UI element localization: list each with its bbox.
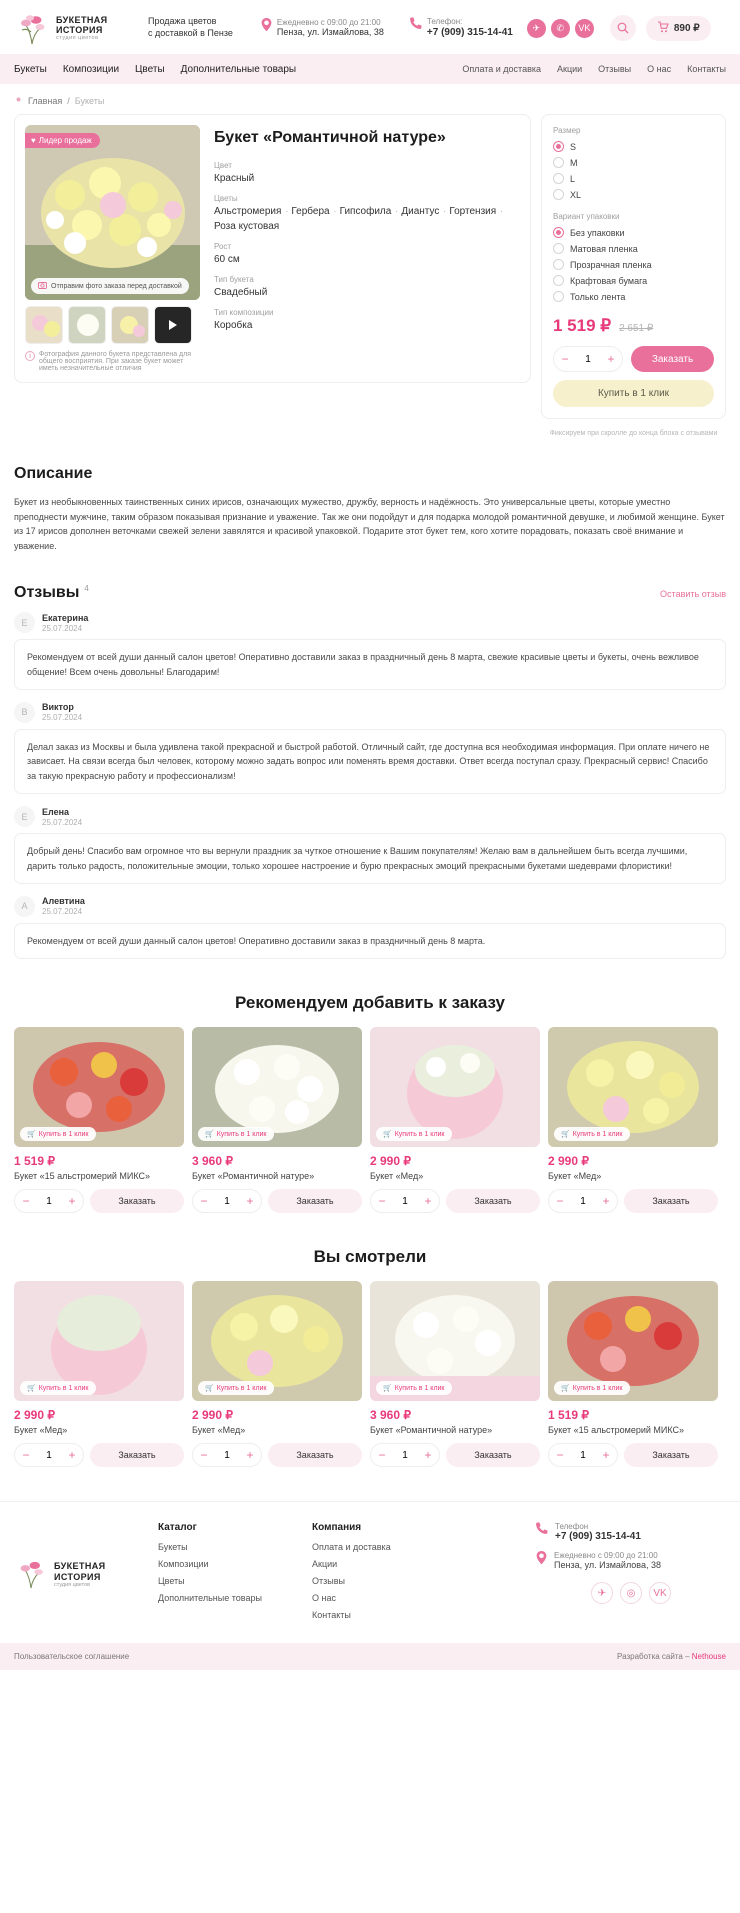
- product-card-item[interactable]: [370, 1281, 540, 1467]
- quantity-stepper[interactable]: [192, 1443, 262, 1467]
- quantity-input[interactable]: [215, 1450, 239, 1461]
- size-label: S: [570, 141, 577, 152]
- footer-link-otzivi[interactable]: Отзывы: [312, 1576, 345, 1587]
- one-click-label: Купить в 1 клик: [216, 1384, 267, 1392]
- flower-item[interactable]: Гипсофила ·: [340, 206, 392, 217]
- size-option-l[interactable]: [553, 173, 714, 184]
- cart-icon: 🛒: [205, 1131, 214, 1139]
- radio-icon: [553, 275, 564, 286]
- logo-title-line2: ИСТОРИЯ: [56, 25, 103, 35]
- one-click-label: Купить в 1 клик: [38, 1384, 89, 1392]
- cart-icon: 🛒: [561, 1131, 570, 1139]
- review-date: 25.07.2024: [42, 623, 83, 633]
- product-thumbnail[interactable]: [192, 1027, 362, 1147]
- card-price: 1 519 ₽: [548, 1408, 589, 1423]
- product-details: [214, 125, 520, 372]
- phone-value[interactable]: +7 (909) 315-14-41: [426, 27, 513, 38]
- nav-item-cveti[interactable]: Цветы: [135, 63, 165, 75]
- footer-phone-row[interactable]: [536, 1522, 726, 1542]
- footer-catalog-column: [158, 1522, 288, 1627]
- hours-label: Ежедневно с 09:00 до 21:00: [276, 17, 381, 27]
- cart-icon: 🛒: [27, 1385, 36, 1393]
- spec-color-value: Красный: [214, 173, 255, 184]
- card-title[interactable]: Букет «Мед»: [14, 1425, 68, 1436]
- review-date: 25.07.2024: [42, 817, 83, 827]
- product-thumbnail[interactable]: [192, 1281, 362, 1401]
- badge-label: Лидер продаж: [38, 136, 92, 145]
- spec-composition: [214, 308, 520, 331]
- gallery-thumbnails: [25, 306, 200, 344]
- viewed-grid: [0, 1281, 740, 1467]
- telegram-icon[interactable]: ✈: [527, 19, 546, 38]
- one-click-label: Купить в 1 клик: [216, 1130, 267, 1138]
- cart-icon: 🛒: [383, 1131, 392, 1139]
- instagram-icon[interactable]: ◎: [620, 1582, 642, 1604]
- header-tagline: [148, 16, 233, 39]
- spec-color-label: Цвет: [214, 161, 232, 170]
- phone-icon: [410, 17, 422, 32]
- order-button[interactable]: Заказать: [624, 1443, 718, 1467]
- size-label: L: [570, 173, 576, 184]
- quantity-stepper[interactable]: [14, 1189, 84, 1213]
- product-section: [0, 114, 740, 439]
- footer-logo-subtitle: студия цветов: [54, 1582, 91, 1589]
- reviews-title: Отзывы: [14, 584, 80, 602]
- nav-catalog-links: [14, 64, 296, 75]
- nav-item-kontakti[interactable]: Контакты: [687, 64, 726, 74]
- product-thumbnail[interactable]: [14, 1027, 184, 1147]
- photo-note: [31, 278, 189, 294]
- flower-item[interactable]: Диантус ·: [401, 206, 439, 217]
- size-label: M: [570, 157, 578, 168]
- card-price: 2 990 ₽: [548, 1154, 589, 1169]
- radio-icon: [553, 227, 564, 238]
- card-price: 2 990 ₽: [14, 1408, 55, 1423]
- avatar: Е: [14, 612, 35, 633]
- quantity-stepper[interactable]: [192, 1189, 262, 1213]
- description-text: Букет из необыкновенных таинственных синих ирисов, означающих мужество, дружбу, верность и надёжность. Это универсальные цветы, которые уместно преподнести мужчине, таким образом показывая признание и уважение. Так же они подойдут и для подарка молодой романтичной девушке, и любимой женщине. Букет из 17 ирисов дополнен веточками свежей зелени завялятся и красивой упаковкой. Подарите этот букет тем, кого хотите порадовать, показать своё внимание и уважение.: [14, 496, 725, 552]
- footer-phone-value[interactable]: +7 (909) 315-14-41: [555, 1531, 641, 1543]
- radio-icon: [553, 259, 564, 270]
- radio-icon: [553, 157, 564, 168]
- quantity-minus-button[interactable]: −: [193, 1443, 215, 1467]
- quantity-stepper[interactable]: [548, 1443, 618, 1467]
- footer-link-dop-tovari[interactable]: Дополнительные товары: [158, 1593, 262, 1604]
- viewed-title: Вы смотрели: [313, 1247, 427, 1267]
- card-price: 2 990 ₽: [370, 1154, 411, 1169]
- size-option-xl[interactable]: [553, 189, 714, 200]
- quantity-input[interactable]: [571, 1196, 595, 1207]
- product-thumbnail[interactable]: [14, 1281, 184, 1401]
- footer-address: Пенза, ул. Измайлова, 38: [554, 1560, 662, 1571]
- product-card-item[interactable]: [370, 1027, 540, 1213]
- review-text: Рекомендуем от всей души данный салон цветов! Оперативно доставили заказ в праздничный день 8 марта, свежие красивые цветы и букеты, очень вежливое общение! Всем очень довольны! Благодарим!: [14, 639, 726, 690]
- product-options-panel: [541, 114, 726, 419]
- main-nav: [0, 54, 740, 84]
- price-old: 2 651 ₽: [619, 323, 654, 334]
- pack-label: Прозрачная пленка: [570, 259, 652, 270]
- pack-label: Крафтовая бумага: [570, 275, 648, 286]
- breadcrumb-flower-icon: [14, 95, 23, 106]
- quantity-stepper[interactable]: [370, 1443, 440, 1467]
- reviews-section: [0, 584, 740, 959]
- gallery-thumb-2[interactable]: [68, 306, 106, 344]
- spec-type: [214, 275, 520, 298]
- footer-link-akcii[interactable]: Акции: [312, 1559, 338, 1570]
- radio-icon: [553, 189, 564, 200]
- product-thumbnail[interactable]: [548, 1027, 718, 1147]
- cart-icon: 🛒: [205, 1385, 214, 1393]
- review-date: 25.07.2024: [42, 907, 83, 917]
- tagline-line1: Продажа цветов: [148, 16, 217, 27]
- cart-icon: 🛒: [27, 1131, 36, 1139]
- one-click-tag[interactable]: [20, 1127, 96, 1141]
- logo-title-line1: БУКЕТНАЯ: [56, 14, 108, 25]
- spec-composition-label: Тип композиции: [214, 308, 274, 317]
- spec-color: [214, 161, 520, 184]
- one-click-tag[interactable]: [376, 1127, 452, 1141]
- bestseller-badge: [25, 133, 100, 148]
- cart-button[interactable]: [646, 16, 711, 41]
- card-title[interactable]: Букет «15 альстромерий МИКС»: [14, 1171, 151, 1182]
- breadcrumb-current: Букеты: [74, 95, 105, 106]
- phone-label: Телефон:: [426, 17, 463, 26]
- card-price: 3 960 ₽: [370, 1408, 411, 1423]
- review-item: [14, 612, 726, 690]
- gallery-video-thumb[interactable]: [154, 306, 192, 344]
- quantity-minus-button[interactable]: −: [371, 1443, 393, 1467]
- page-title: Букет «Романтичной натуре»: [214, 129, 446, 146]
- product-thumbnail[interactable]: [370, 1027, 540, 1147]
- card-price: 3 960 ₽: [192, 1154, 233, 1169]
- logo-subtitle: студия цветов: [56, 35, 99, 42]
- quantity-plus-button[interactable]: +: [61, 1189, 83, 1213]
- product-card-item[interactable]: [192, 1281, 362, 1467]
- cart-total: 890 ₽: [673, 22, 700, 34]
- quantity-plus-button[interactable]: +: [239, 1189, 261, 1213]
- spec-type-value: Свадебный: [214, 287, 268, 298]
- telegram-icon[interactable]: ✈: [591, 1582, 613, 1604]
- quantity-stepper[interactable]: [14, 1443, 84, 1467]
- footer-link-cveti[interactable]: Цветы: [158, 1576, 185, 1587]
- order-button[interactable]: Заказать: [268, 1189, 362, 1213]
- footer-credits: [617, 1652, 726, 1661]
- quantity-plus-button[interactable]: +: [417, 1443, 439, 1467]
- gallery-thumb-3[interactable]: [111, 306, 149, 344]
- quantity-minus-button[interactable]: −: [371, 1189, 393, 1213]
- quantity-input[interactable]: [215, 1196, 239, 1207]
- user-agreement-link[interactable]: Пользовательское соглашение: [14, 1652, 130, 1662]
- price-block: [553, 316, 714, 336]
- review-item: [14, 896, 726, 959]
- product-card-item[interactable]: [548, 1027, 718, 1213]
- size-label: XL: [570, 189, 582, 200]
- camera-icon: [38, 281, 47, 291]
- header-logo[interactable]: [14, 10, 124, 46]
- quantity-stepper[interactable]: [553, 346, 623, 372]
- one-click-label: Купить в 1 клик: [394, 1130, 445, 1138]
- avatar: В: [14, 702, 35, 723]
- spec-height: [214, 242, 520, 265]
- footer-bottom-bar: [0, 1643, 740, 1670]
- fire-icon: ♥: [31, 136, 36, 145]
- reviews-count: 4: [84, 584, 89, 594]
- gallery-disclaimer-text: Фотография данного букета представлена для общего восприятия. При заказе букет может иметь незначительные отличия: [39, 351, 192, 372]
- product-card-item[interactable]: [14, 1027, 184, 1213]
- flower-item[interactable]: Гортензия ·: [449, 206, 496, 217]
- pack-group-label: Вариант упаковки: [553, 212, 620, 221]
- address-label: Пенза, ул. Измайлова, 38: [276, 26, 384, 37]
- spec-type-label: Тип букета: [214, 275, 254, 284]
- cart-icon: [657, 21, 669, 36]
- header-phone-block[interactable]: [410, 17, 513, 39]
- order-button[interactable]: Заказать: [268, 1443, 362, 1467]
- avatar: А: [14, 896, 35, 917]
- product-thumbnail[interactable]: [548, 1281, 718, 1401]
- map-pin-icon: [261, 18, 272, 34]
- nav-item-otzivi[interactable]: Отзывы: [598, 64, 632, 74]
- header-address-block[interactable]: [261, 18, 384, 39]
- product-main-photo[interactable]: [25, 125, 200, 300]
- cart-icon: 🛒: [383, 1385, 392, 1393]
- header-socials: [527, 19, 594, 38]
- quantity-input[interactable]: [393, 1196, 417, 1207]
- logo-flower-icon: [14, 1556, 48, 1593]
- gallery-disclaimer: [25, 351, 200, 372]
- card-price: 1 519 ₽: [14, 1154, 55, 1169]
- spec-flowers: [214, 194, 520, 232]
- search-icon[interactable]: [610, 15, 636, 41]
- spec-flowers-list: [214, 206, 520, 232]
- spec-height-label: Рост: [214, 242, 232, 251]
- pack-label: Матовая пленка: [570, 243, 638, 254]
- gallery-thumb-1[interactable]: [25, 306, 63, 344]
- credits-link[interactable]: Nethouse: [691, 1652, 726, 1662]
- flower-item[interactable]: Гербера ·: [291, 206, 329, 217]
- avatar: Е: [14, 806, 35, 827]
- review-date: 25.07.2024: [42, 713, 83, 723]
- one-click-label: Купить в 1 клик: [572, 1384, 623, 1392]
- buy-row: [553, 346, 714, 372]
- footer-link-oplata[interactable]: Оплата и доставка: [312, 1542, 391, 1553]
- one-click-tag[interactable]: [198, 1381, 274, 1395]
- review-author-name: Елена: [42, 806, 70, 817]
- spec-flowers-label: Цветы: [214, 194, 238, 203]
- footer-link-o-nas[interactable]: О нас: [312, 1593, 336, 1604]
- footer-hours: Ежедневно с 09:00 до 21:00: [554, 1551, 658, 1561]
- quantity-input[interactable]: [576, 354, 600, 365]
- credits-prefix: Разработка сайта –: [617, 1652, 692, 1662]
- footer-logo-line2: ИСТОРИЯ: [54, 1571, 101, 1582]
- whatsapp-icon[interactable]: ✆: [551, 19, 570, 38]
- review-author-name: Виктор: [42, 702, 74, 713]
- quantity-plus-button[interactable]: +: [417, 1189, 439, 1213]
- pack-option-ribbon[interactable]: [553, 291, 714, 302]
- footer-logo[interactable]: [14, 1522, 134, 1627]
- card-title[interactable]: Букет «Романтичной натуре»: [192, 1171, 315, 1182]
- radio-icon: [553, 173, 564, 184]
- size-option-s[interactable]: [553, 141, 714, 152]
- spec-height-value: 60 см: [214, 254, 240, 265]
- quantity-input[interactable]: [37, 1196, 61, 1207]
- footer-contacts: [536, 1522, 726, 1627]
- quantity-minus-button[interactable]: −: [15, 1189, 37, 1213]
- breadcrumb-separator: /: [67, 95, 70, 106]
- logo-flower-icon: [14, 10, 50, 46]
- site-header: [0, 0, 740, 54]
- pack-label: Только лента: [570, 291, 626, 302]
- card-title[interactable]: Букет «Мед»: [192, 1425, 246, 1436]
- price-current: 1 519 ₽: [553, 316, 612, 335]
- order-button[interactable]: Заказать: [90, 1443, 184, 1467]
- quantity-plus-button[interactable]: +: [595, 1443, 617, 1467]
- product-card-item[interactable]: [14, 1281, 184, 1467]
- order-button[interactable]: Заказать: [90, 1189, 184, 1213]
- radio-icon: [553, 141, 564, 152]
- quantity-minus-button[interactable]: −: [193, 1189, 215, 1213]
- one-click-tag[interactable]: [554, 1381, 630, 1395]
- quantity-minus-button[interactable]: −: [554, 347, 576, 371]
- info-icon: i: [25, 351, 35, 361]
- footer-address-row: [536, 1551, 726, 1570]
- order-button[interactable]: Заказать: [624, 1189, 718, 1213]
- flower-item[interactable]: Альстромерия ·: [214, 206, 281, 217]
- map-pin-icon: [536, 1551, 547, 1567]
- nav-item-kompozicii[interactable]: Композиции: [62, 63, 120, 75]
- review-text: Делал заказ из Москвы и была удивлена такой прекрасной и быстрой работой. Отличный сайт, где доступна вся необходимая информация. При оплате ничего не зависает. На связи всегда был человек, которому можно задать вопрос или поменять время доставки. Ответ всегда поступал сразу. Прекрасный сервис! Спасибо за такую прекрасную работу и профессионализм!: [14, 729, 726, 794]
- one-click-tag[interactable]: [376, 1381, 452, 1395]
- footer-link-buketi[interactable]: Букеты: [158, 1542, 188, 1553]
- review-item: [14, 702, 726, 794]
- reviews-header: [14, 584, 726, 602]
- product-card-item[interactable]: [192, 1027, 362, 1213]
- quantity-minus-button[interactable]: −: [549, 1189, 571, 1213]
- pack-option-none[interactable]: [553, 227, 714, 238]
- quantity-input[interactable]: [393, 1450, 417, 1461]
- review-author-name: Екатерина: [42, 612, 89, 623]
- nav-item-o-nas[interactable]: О нас: [647, 64, 672, 74]
- footer-link-kontakti[interactable]: Контакты: [312, 1610, 351, 1621]
- vk-icon[interactable]: VK: [575, 19, 594, 38]
- quantity-input[interactable]: [37, 1450, 61, 1461]
- cart-icon: 🛒: [561, 1385, 570, 1393]
- nav-item-oplata[interactable]: Оплата и доставка: [462, 64, 542, 74]
- review-item: [14, 806, 726, 884]
- sticky-hint: Фиксируем при скролле до конца блока с отзывами: [549, 430, 718, 437]
- review-author-name: Алевтина: [42, 896, 85, 907]
- nav-info-links: [462, 64, 726, 74]
- pack-option-kraft[interactable]: [553, 275, 714, 286]
- footer-logo-line1: БУКЕТНАЯ: [54, 1561, 106, 1572]
- footer-link-kompozicii[interactable]: Композиции: [158, 1559, 209, 1570]
- flower-item[interactable]: Роза кустовая: [214, 221, 280, 232]
- card-price: 2 990 ₽: [192, 1408, 233, 1423]
- quantity-minus-button[interactable]: −: [549, 1443, 571, 1467]
- quantity-input[interactable]: [571, 1450, 595, 1461]
- one-click-tag[interactable]: [198, 1127, 274, 1141]
- card-title[interactable]: Букет «Романтичной натуре»: [370, 1425, 493, 1436]
- play-icon: [169, 320, 177, 330]
- quantity-stepper[interactable]: [370, 1189, 440, 1213]
- product-thumbnail[interactable]: [370, 1281, 540, 1401]
- product-gallery: [25, 125, 200, 372]
- breadcrumb: [0, 84, 740, 114]
- card-title[interactable]: Букет «15 альстромерий МИКС»: [548, 1425, 685, 1436]
- order-button[interactable]: Заказать: [446, 1443, 540, 1467]
- footer-company-title: Компания: [312, 1522, 362, 1534]
- card-title[interactable]: Букет «Мед»: [548, 1171, 602, 1182]
- one-click-tag[interactable]: [20, 1381, 96, 1395]
- footer-phone-label: Телефон: [555, 1522, 589, 1532]
- recommend-title: Рекомендуем добавить к заказу: [235, 993, 505, 1013]
- vk-icon[interactable]: VK: [649, 1582, 671, 1604]
- nav-item-buketi[interactable]: Букеты: [14, 63, 47, 75]
- quantity-plus-button[interactable]: +: [239, 1443, 261, 1467]
- quantity-minus-button[interactable]: −: [15, 1443, 37, 1467]
- pack-option-transparent[interactable]: [553, 259, 714, 270]
- description-title: Описание: [14, 464, 93, 482]
- one-click-label: Купить в 1 клик: [572, 1130, 623, 1138]
- radio-icon: [553, 243, 564, 254]
- footer-company-column: [312, 1522, 442, 1627]
- order-button[interactable]: Заказать: [631, 346, 714, 372]
- product-card-item[interactable]: [548, 1281, 718, 1467]
- size-option-m[interactable]: [553, 157, 714, 168]
- pack-option-matte[interactable]: [553, 243, 714, 254]
- one-click-label: Купить в 1 клик: [38, 1130, 89, 1138]
- radio-icon: [553, 291, 564, 302]
- phone-icon: [536, 1522, 548, 1537]
- review-text: Добрый день! Спасибо вам огромное что вы вернули праздник за чуткое отношение к Вашим покупателям! Желаю вам в дальнейшем быть всегда лучшими, дарить только радость, положительные эмоции, только хорошее настроение и бурю прекрасных эмоций прекрасными букетами шедеврами флористики!: [14, 833, 726, 884]
- card-title[interactable]: Букет «Мед»: [370, 1171, 424, 1182]
- order-button[interactable]: Заказать: [446, 1189, 540, 1213]
- nav-item-akcii[interactable]: Акции: [557, 64, 583, 74]
- review-text: Рекомендуем от всей души данный салон цветов! Оперативно доставили заказ в праздничный день 8 марта.: [14, 923, 726, 959]
- site-footer: [0, 1501, 740, 1643]
- description-section: [0, 465, 740, 554]
- quantity-stepper[interactable]: [548, 1189, 618, 1213]
- one-click-label: Купить в 1 клик: [394, 1384, 445, 1392]
- recommend-grid: [0, 1027, 740, 1213]
- tagline-line2: с доставкой в Пензе: [148, 28, 233, 38]
- size-group-label: Размер: [553, 126, 581, 135]
- spec-composition-value: Коробка: [214, 320, 253, 331]
- one-click-tag[interactable]: [554, 1127, 630, 1141]
- nav-item-dop-tovari[interactable]: Дополнительные товары: [180, 63, 297, 75]
- photo-note-text: Отправим фото заказа перед доставкой: [51, 282, 182, 290]
- breadcrumb-home[interactable]: Главная: [28, 95, 63, 106]
- quantity-plus-button[interactable]: +: [61, 1443, 83, 1467]
- product-card: [14, 114, 531, 383]
- buy-one-click-button[interactable]: Купить в 1 клик: [553, 380, 714, 407]
- pack-label: Без упаковки: [570, 227, 625, 238]
- quantity-plus-button[interactable]: +: [600, 347, 622, 371]
- footer-catalog-title: Каталог: [158, 1522, 197, 1534]
- add-review-link[interactable]: Оставить отзыв: [660, 589, 726, 600]
- footer-socials: [536, 1582, 726, 1604]
- quantity-plus-button[interactable]: +: [595, 1189, 617, 1213]
